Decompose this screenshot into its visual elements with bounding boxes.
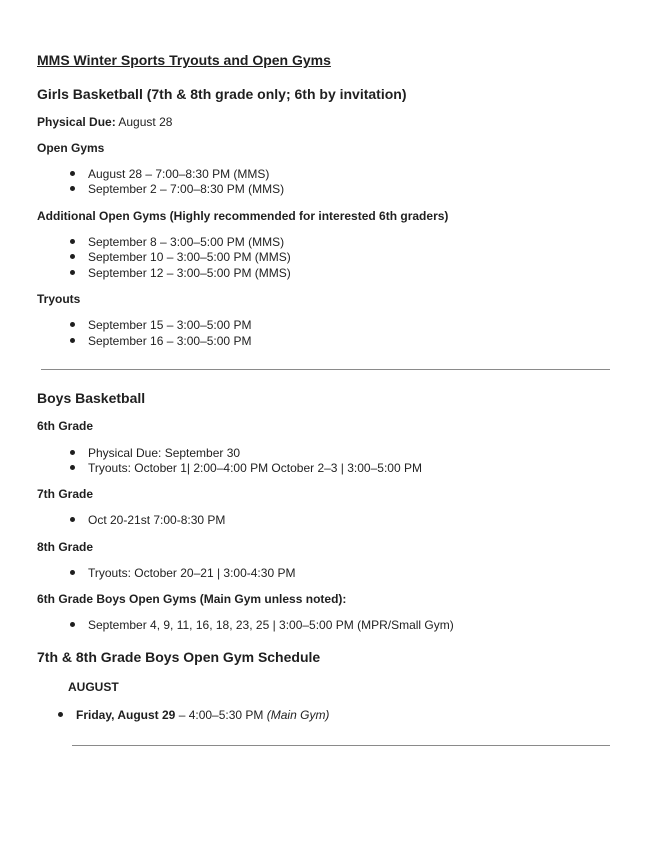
- boys-seventh-grade-heading: 7th Grade: [37, 487, 94, 501]
- boys-open-gym-schedule-heading: 7th & 8th Grade Boys Open Gym Schedule: [37, 649, 321, 665]
- girls-open-gyms-heading: Open Gyms: [37, 141, 105, 155]
- girls-additional-open-gyms-heading: Additional Open Gyms (Highly recommended for interested 6th graders): [37, 209, 449, 223]
- bullet-icon: [70, 570, 75, 575]
- bullet-icon: [70, 254, 75, 259]
- schedule-item-time: – 4:00–5:30 PM: [175, 708, 267, 722]
- schedule-item-date: Friday, August 29: [76, 708, 176, 722]
- bullet-icon: [70, 322, 75, 327]
- list-item: August 28 – 7:00–8:30 PM (MMS): [88, 167, 270, 181]
- girls-basketball-heading: Girls Basketball (7th & 8th grade only; 6th by invitation): [37, 86, 407, 102]
- schedule-item: [76, 708, 329, 722]
- list-item: September 10 – 3:00–5:00 PM (MMS): [88, 250, 291, 264]
- bullet-icon: [58, 712, 63, 717]
- document-title: MMS Winter Sports Tryouts and Open Gyms: [37, 52, 331, 68]
- bullet-icon: [70, 239, 75, 244]
- list-item: September 4, 9, 11, 16, 18, 23, 25 | 3:00–5:00 PM (MPR/Small Gym): [88, 618, 454, 632]
- list-item: Oct 20-21st 7:00-8:30 PM: [88, 513, 226, 527]
- list-item: September 8 – 3:00–5:00 PM (MMS): [88, 235, 285, 249]
- schedule-month: AUGUST: [68, 680, 119, 694]
- section-divider: [72, 745, 610, 746]
- girls-tryouts-heading: Tryouts: [37, 292, 81, 306]
- boys-eighth-grade-heading: 8th Grade: [37, 540, 94, 554]
- bullet-icon: [70, 338, 75, 343]
- list-item: Tryouts: October 1| 2:00–4:00 PM October 2–3 | 3:00–5:00 PM: [88, 461, 422, 475]
- boys-sixth-grade-heading: 6th Grade: [37, 419, 94, 433]
- boys-basketball-heading: Boys Basketball: [37, 390, 146, 406]
- bullet-icon: [70, 450, 75, 455]
- bullet-icon: [70, 465, 75, 470]
- physical-due-date: August 28: [118, 115, 173, 129]
- list-item: September 16 – 3:00–5:00 PM: [88, 334, 252, 348]
- bullet-icon: [70, 171, 75, 176]
- list-item: September 15 – 3:00–5:00 PM: [88, 318, 252, 332]
- girls-physical-due: [37, 115, 172, 129]
- list-item: Tryouts: October 20–21 | 3:00-4:30 PM: [88, 566, 296, 580]
- bullet-icon: [70, 270, 75, 275]
- boys-sixth-open-gyms-heading: 6th Grade Boys Open Gyms (Main Gym unless noted):: [37, 592, 347, 606]
- physical-due-label: Physical Due:: [37, 115, 116, 129]
- bullet-icon: [70, 622, 75, 627]
- list-item: Physical Due: September 30: [88, 446, 241, 460]
- list-item: September 12 – 3:00–5:00 PM (MMS): [88, 266, 291, 280]
- schedule-item-location: (Main Gym): [266, 708, 330, 722]
- section-divider: [41, 369, 610, 370]
- bullet-icon: [70, 186, 75, 191]
- list-item: September 2 – 7:00–8:30 PM (MMS): [88, 182, 285, 196]
- bullet-icon: [70, 517, 75, 522]
